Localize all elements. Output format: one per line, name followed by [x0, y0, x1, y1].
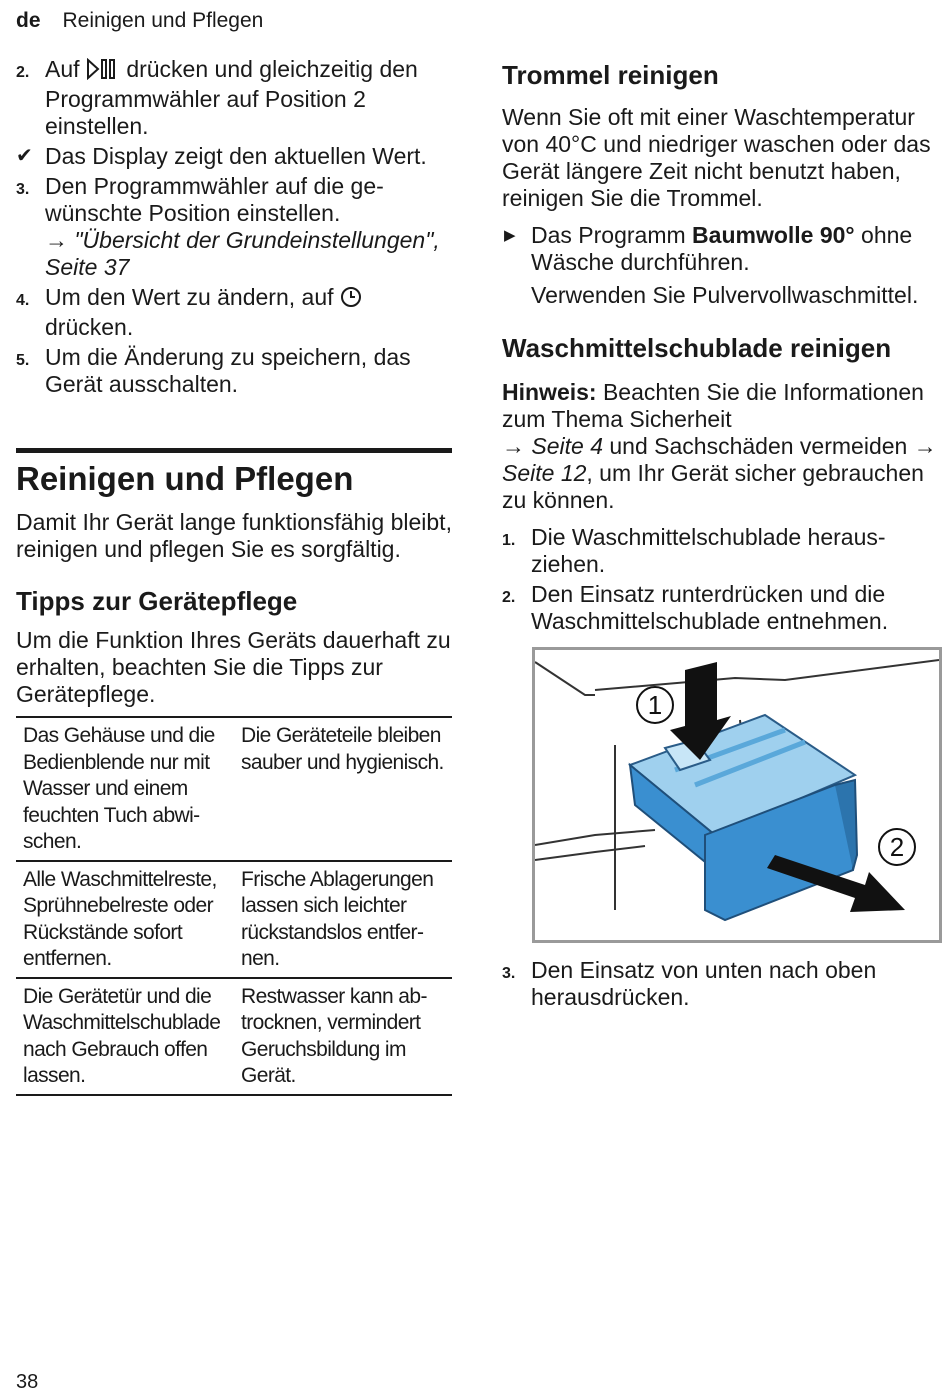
cross-reference: → "Übersicht der Grundeinstellungen", Seite 37 [45, 227, 440, 280]
bullet-triangle-icon: ▶ [504, 227, 516, 244]
drum-text: Wenn Sie oft mit einer Waschtemperatur von 40°C und niedriger waschen oder das Gerät längere Zeit nicht benutzt haben, reinigen Sie die Trommel. [502, 104, 931, 211]
hint-label: Hinweis: [502, 379, 597, 405]
step-number: 1. [502, 532, 516, 549]
arrow-icon: → [913, 433, 937, 459]
drawer-step-1: 1. Die Waschmittelschublade herausziehen. [502, 524, 886, 577]
drum-heading: Trommel reinigen [502, 60, 719, 90]
checkmark-icon: ✔ [16, 145, 33, 167]
tip-benefit: Frische Ablagerungen lassen sich leichter rückstandslos entfernen. [241, 867, 434, 970]
tip-action: Alle Waschmittelreste, Sprühnebelreste oder Rückstände sofort entfernen. [23, 867, 217, 970]
running-header [16, 8, 263, 34]
right-column [502, 58, 942, 1014]
drawer-removal-illustration [532, 647, 942, 943]
step-number: 4. [16, 292, 30, 309]
tip-action: Die Gerätetür und die Waschmittelschublade nach Gebrauch offen lassen. [23, 984, 221, 1087]
cross-reference: Seite 12 [502, 460, 587, 486]
tip-benefit: Restwasser kann abtrocknen, vermindert Geruchsbildung im Gerät. [241, 984, 428, 1087]
page-number: 38 [16, 1371, 39, 1393]
step-number: 3. [502, 965, 516, 982]
step-number: 3. [16, 181, 30, 198]
tips-heading: Tipps zur Gerätepflege [16, 586, 298, 616]
arrow-icon: → [502, 433, 525, 459]
table-row [16, 861, 452, 978]
drum-note: Verwenden Sie Pulvervollwaschmittel. [531, 282, 919, 308]
start-pause-icon [86, 58, 120, 86]
section-title: Reinigen und Pflegen [16, 460, 354, 497]
step-4: 4. Um den Wert zu ändern, auf drücken. [16, 284, 452, 341]
result-display-value: ✔ Das Display zeigt den aktuellen Wert. [16, 143, 427, 169]
drawer-hint: Hinweis: Beachten Sie die Informationen zum Thema Sicherheit → Seite 4 und Sachschäden vermeiden → Seite 12, um Ihr Gerät sicher gebrauchen zu können. [502, 379, 937, 513]
callout-label-2: 2 [889, 832, 905, 862]
drum-step: ▶ Das Programm Baumwolle 90° ohne Wäsche durchführen. [504, 222, 913, 275]
timer-icon [340, 286, 362, 314]
step-2: 2. Auf drücken und gleichzeitig den Programmwähler auf Position 2 einstellen. [16, 56, 418, 139]
program-name: Baumwolle 90° [692, 222, 855, 248]
section-rule [16, 448, 452, 501]
table-row [16, 717, 452, 861]
section-intro: Damit Ihr Gerät lange funktionsfähig bleibt, reinigen und pflegen Sie es sorgfältig. [16, 509, 452, 562]
step-number: 2. [502, 589, 516, 606]
drawer-step-2: 2. Den Einsatz runterdrücken und die Waschmittelschublade entnehmen. [502, 581, 889, 634]
step-3: 3. Den Programmwähler auf die gewünschte Position einstellen. → "Übersicht der Grundeinstellungen", Seite 37 [16, 173, 440, 280]
left-column [16, 56, 452, 1096]
table-row [16, 978, 452, 1095]
step-number: 5. [16, 352, 30, 369]
step-number: 2. [16, 64, 30, 81]
cross-reference: Seite 4 [531, 433, 603, 459]
tip-action: Das Gehäuse und die Bedienblende nur mit Wasser und einem feuchten Tuch abwischen. [23, 724, 215, 853]
drawer-heading: Waschmittelschublade reinigen [502, 333, 892, 363]
tips-intro: Um die Funktion Ihres Geräts dauerhaft zu erhalten, beachten Sie die Tipps zur Gerätepflege. [16, 627, 451, 707]
tips-table [16, 716, 452, 1096]
header-section-title: Reinigen und Pflegen [62, 9, 264, 32]
drawer-step-3: 3. Den Einsatz von unten nach oben herausdrücken. [502, 957, 877, 1010]
callout-label-1: 1 [647, 690, 663, 720]
step-5: 5. Um die Änderung zu speichern, das Gerät ausschalten. [16, 344, 411, 397]
tip-benefit: Die Geräteteile bleiben sauber und hygienisch. [241, 724, 444, 774]
language-code: de [16, 9, 41, 32]
